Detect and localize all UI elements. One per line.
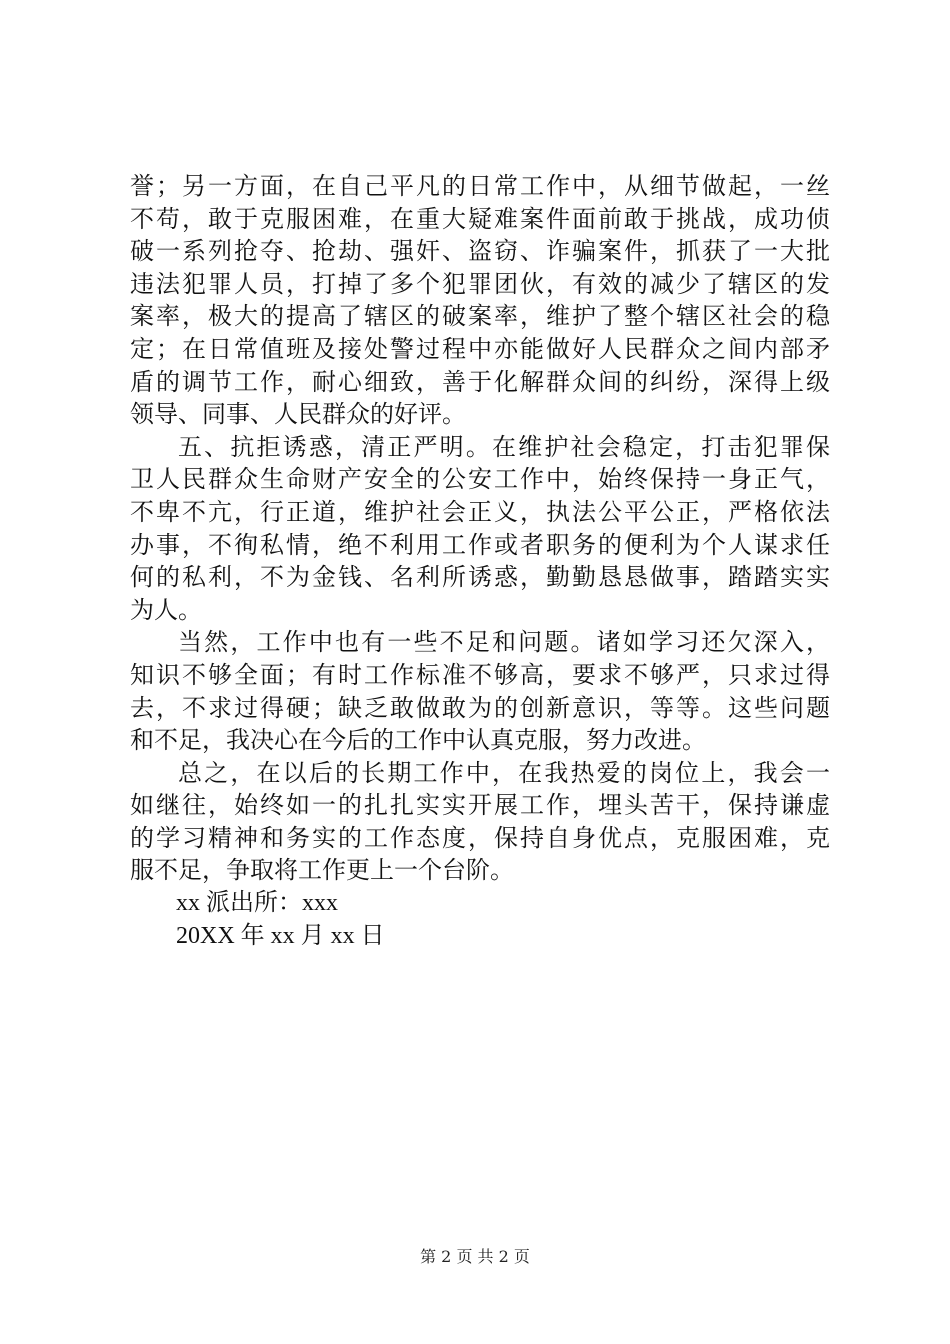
paragraph-summary-start: 总之，在以后的长期工作中，在我热爱的岗位上，我会一 bbox=[178, 758, 830, 787]
paragraph-shortcomings-start: 当然，工作中也有一些不足和问题。诸如学习还欠深入， bbox=[178, 628, 830, 657]
signature-date: 20XX 年 xx 月 xx 日 bbox=[176, 922, 385, 949]
text-line: 何的私利，不为金钱、名利所诱惑，勤勤恳恳做事，踏踏实实 bbox=[130, 563, 830, 592]
paragraph-five-start: 五、抗拒诱惑，清正严明。在维护社会稳定，打击犯罪保 bbox=[178, 432, 830, 461]
text-line: 盾的调节工作，耐心细致，善于化解群众间的纠纷，深得上级 bbox=[130, 367, 830, 396]
page-number-footer: 第 2 页 共 2 页 bbox=[420, 1247, 530, 1266]
text-line: 不苟，敢于克服困难，在重大疑难案件面前敢于挑战，成功侦 bbox=[130, 204, 830, 233]
signature: xx 派出所：xxx bbox=[176, 890, 338, 917]
text-line: 和不足，我决心在今后的工作中认真克服，努力改进。 bbox=[130, 726, 706, 755]
text-line: 服不足，争取将工作更上一个台阶。 bbox=[130, 856, 514, 885]
text-line: 卫人民群众生命财产安全的公安工作中，始终保持一身正气， bbox=[130, 465, 830, 494]
text-line: 的学习精神和务实的工作态度，保持自身优点，克服困难，克 bbox=[130, 823, 830, 852]
text-line: 案率，极大的提高了辖区的破案率，维护了整个辖区社会的稳 bbox=[130, 302, 830, 331]
text-line: 去，不求过得硬；缺乏敢做敢为的创新意识，等等。这些问题 bbox=[130, 693, 830, 722]
text-line: 如继往，始终如一的扎扎实实开展工作，埋头苦干，保持谦虚 bbox=[130, 791, 830, 820]
text-line: 为人。 bbox=[130, 595, 202, 624]
document-body bbox=[130, 170, 830, 952]
text-line: 不卑不亢，行正道，维护社会正义，执法公平公正，严格依法 bbox=[130, 497, 830, 526]
text-line: 违法犯罪人员，打掉了多个犯罪团伙，有效的减少了辖区的发 bbox=[130, 269, 830, 298]
text-line: 定；在日常值班及接处警过程中亦能做好人民群众之间内部矛 bbox=[130, 334, 830, 363]
text-line: 知识不够全面；有时工作标准不够高，要求不够严，只求过得 bbox=[130, 660, 830, 689]
text-line: 破一系列抢夺、抢劫、强奸、盗窃、诈骗案件，抓获了一大批 bbox=[130, 237, 830, 266]
text-line: 办事，不徇私情，绝不利用工作或者职务的便利为个人谋求任 bbox=[130, 530, 830, 559]
text-line: 领导、同事、人民群众的好评。 bbox=[130, 400, 466, 429]
text-line: 誉；另一方面，在自己平凡的日常工作中，从细节做起，一丝 bbox=[130, 172, 830, 200]
